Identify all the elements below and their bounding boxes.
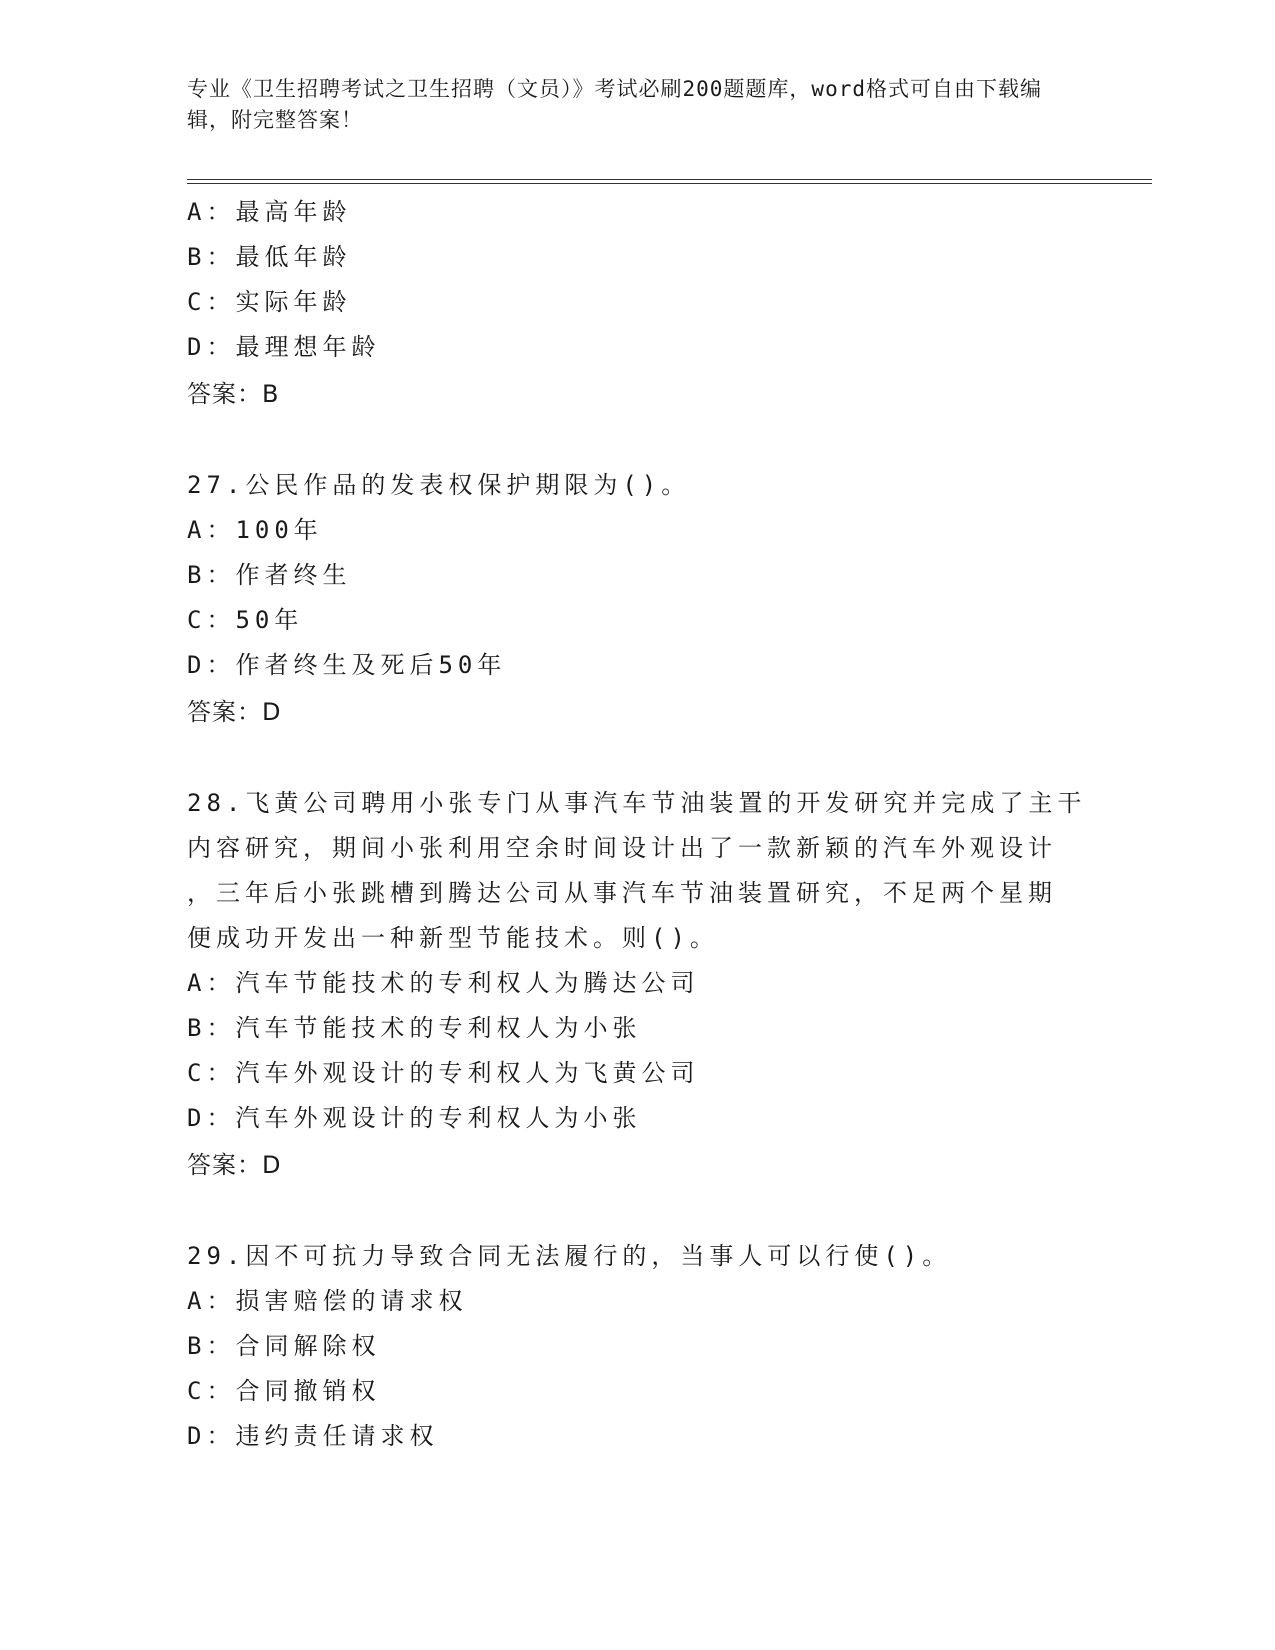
q28-question-line-2: 内容研究，期间小张利用空余时间设计出了一款新颖的汽车外观设计 bbox=[187, 834, 1057, 862]
q26-answer: 答案：B bbox=[187, 380, 280, 408]
q28-question-line-1: 28.飞黄公司聘用小张专门从事汽车节油装置的开发研究并完成了主干 bbox=[187, 789, 1087, 817]
header-rule-top bbox=[187, 179, 1152, 180]
q29-option-d: D：违约责任请求权 bbox=[187, 1422, 439, 1450]
q26-option-c: C：实际年龄 bbox=[187, 288, 352, 316]
q27-option-d: D：作者终生及死后50年 bbox=[187, 651, 507, 679]
q26-option-d: D：最理想年龄 bbox=[187, 333, 381, 361]
q27-option-a: A：100年 bbox=[187, 516, 323, 544]
q29-option-a: A：损害赔偿的请求权 bbox=[187, 1287, 468, 1315]
q29-option-c: C：合同撤销权 bbox=[187, 1377, 381, 1405]
q26-option-b: B：最低年龄 bbox=[187, 243, 352, 271]
document-header: 专业《卫生招聘考试之卫生招聘（文员）》考试必刷200题题库，word格式可自由下载编辑，附完整答案！ bbox=[187, 77, 1042, 132]
q27-answer: 答案：D bbox=[187, 698, 282, 726]
q27-option-b: B：作者终生 bbox=[187, 561, 352, 589]
header-rule-bottom bbox=[187, 183, 1152, 184]
q29-question: 29.因不可抗力导致合同无法履行的，当事人可以行使()。 bbox=[187, 1242, 952, 1270]
q28-question-line-3: ，三年后小张跳槽到腾达公司从事汽车节油装置研究，不足两个星期 bbox=[187, 879, 1057, 907]
q27-question: 27.公民作品的发表权保护期限为()。 bbox=[187, 471, 691, 499]
q27-option-c: C：50年 bbox=[187, 606, 304, 634]
q28-option-c: C：汽车外观设计的专利权人为飞黄公司 bbox=[187, 1059, 700, 1087]
q28-option-a: A：汽车节能技术的专利权人为腾达公司 bbox=[187, 969, 700, 997]
q29-option-b: B：合同解除权 bbox=[187, 1332, 381, 1360]
q28-question-line-4: 便成功开发出一种新型节能技术。则()。 bbox=[187, 924, 719, 952]
q28-option-b: B：汽车节能技术的专利权人为小张 bbox=[187, 1014, 642, 1042]
q28-option-d: D：汽车外观设计的专利权人为小张 bbox=[187, 1104, 642, 1132]
q28-answer: 答案：D bbox=[187, 1151, 282, 1179]
q26-option-a: A：最高年龄 bbox=[187, 198, 352, 226]
